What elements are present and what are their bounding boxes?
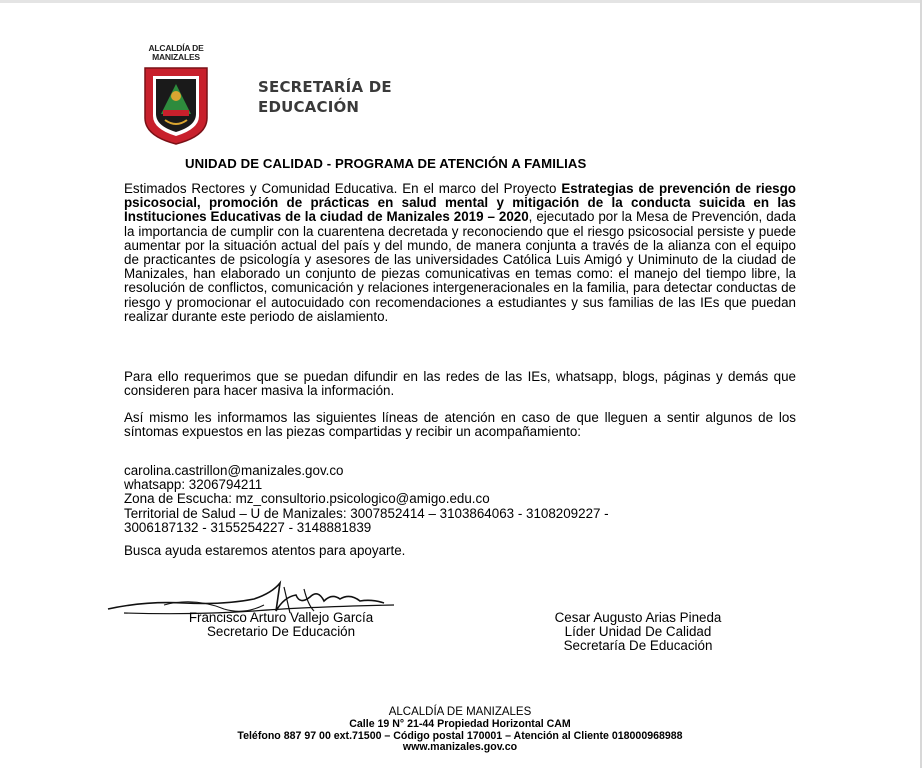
signer-name-quality-lead: Cesar Augusto Arias Pineda	[554, 610, 722, 625]
footer-website: www.manizales.gov.co	[402, 741, 518, 753]
paragraph-intro-lead: Estimados Rectores y Comunidad Educativa. En el marco del Proyecto	[124, 181, 562, 196]
logo-caption-line-2: MANIZALES	[152, 52, 200, 62]
department-title-line-1: SECRETARÍA DE	[258, 78, 392, 96]
project-name: Estrategias de prevención de riesgo psicosocial, promoción de prácticas en salud mental y mitigación de la conducta suicida en las Instituciones Educativas de la ciudad de Manizales 2019 – 2020	[124, 181, 796, 225]
footer-title: ALCALDÍA DE MANIZALES	[388, 706, 532, 718]
contact-list	[124, 464, 796, 535]
logo-caption-line-1: ALCALDÍA DE	[148, 43, 204, 53]
paragraph-request: Para ello requerimos que se puedan difundir en las redes de las IEs, whatsapp, blogs, páginas y demás que consideren para hacer masiva la información.	[124, 369, 796, 399]
closing-line: Busca ayuda estaremos atentos para apoyarte.	[124, 543, 406, 558]
footer-phone: Teléfono 887 97 00 ext.71500 – Código postal 170001 – Atención al Cliente 018000968988	[237, 729, 683, 742]
contact-territorial-line-1: Territorial de Salud – U de Manizales: 3007852414 – 3103864063 - 3108209227 -	[124, 505, 609, 521]
document-heading: UNIDAD DE CALIDAD - PROGRAMA DE ATENCIÓN A FAMILIAS	[185, 156, 587, 171]
paragraph-intro	[124, 182, 796, 324]
signer-name-secretary: Francisco Arturo Vallejo García	[188, 610, 374, 625]
signer-role-secretary: Secretario De Educación	[206, 624, 356, 639]
department-title	[258, 77, 392, 117]
paragraph-intro-body: , ejecutado por la Mesa de Prevención, dada la importancia de cumplir con la cuarentena decretada y reconociendo que el riesgo psicosocial persiste y puede aumentar por la situación actual del país y del mundo, de manera conjunta a través de la alianza con el equipo de practicantes de psicología y asesores de las universidades Católica Luis Amigó y Uniminuto de la ciudad de Manizales, han elaborado un conjunto de piezas comunicativas en temas como: el manejo del tiempo libre, la resolución de conflictos, comunicación y relaciones intergeneracionales en la familia, para detectar conductas de riesgo y promocionar el autocuidado con recomendaciones a estudiantes y sus familias de las IEs que puedan realizar durante este periodo de aislamiento.	[124, 209, 796, 324]
alcaldia-logo	[128, 44, 224, 62]
signature-block-quality-lead	[512, 611, 764, 653]
manizales-coat-of-arms-icon	[143, 66, 209, 146]
contact-zona-escucha: Zona de Escucha: mz_consultorio.psicologico@amigo.edu.co	[124, 491, 490, 507]
signature-block-secretary	[150, 611, 412, 639]
department-title-line-2: EDUCACIÓN	[258, 98, 360, 116]
contact-whatsapp: whatsapp: 3206794211	[124, 477, 263, 493]
signer-role-quality-lead: Líder Unidad De Calidad	[564, 624, 712, 639]
contact-territorial-line-2: 3006187132 - 3155254227 - 3148881839	[124, 519, 372, 535]
paragraph-support-lines: Así mismo les informamos las siguientes líneas de atención en caso de que lleguen a sentir algunos de los síntomas expuestos en las piezas compartidas y recibir un acompañamiento:	[124, 410, 796, 440]
contact-email: carolina.castrillon@manizales.gov.co	[124, 463, 344, 478]
page-top-edge	[0, 0, 922, 3]
signer-office-quality-lead: Secretaría De Educación	[563, 638, 713, 653]
footer-address: Calle 19 N° 21-44 Propiedad Horizontal CAM	[349, 718, 571, 730]
document-footer	[130, 706, 790, 754]
